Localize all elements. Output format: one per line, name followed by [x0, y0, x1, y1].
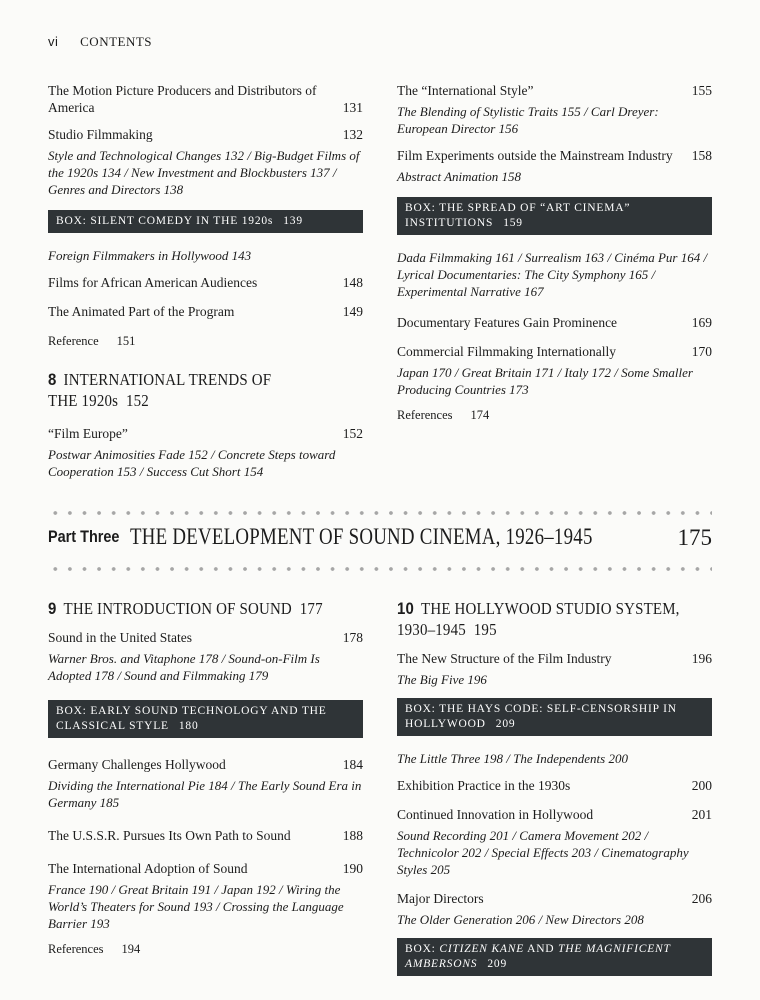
page-number: vi — [48, 34, 59, 49]
toc-entry[interactable] — [397, 777, 712, 794]
references-label: References — [48, 942, 104, 956]
entry-page: 196 — [691, 651, 712, 666]
entry-page: 178 — [342, 630, 363, 645]
entry-title: Film Experiments outside the Mainstream Industry — [397, 148, 673, 163]
entry-subsections: The Little Three 198 / The Independents 200 — [397, 751, 628, 766]
box-entry[interactable] — [397, 197, 712, 235]
entry-title: The “International Style” — [397, 83, 534, 98]
part-label: Part Three — [48, 527, 120, 546]
entry-title: Studio Filmmaking — [48, 127, 153, 142]
entry-subsections: The Blending of Stylistic Traits 155 / Carl Dreyer: European Director 156 — [397, 104, 659, 136]
entry-page: 131 — [342, 100, 363, 115]
toc-entry[interactable] — [48, 629, 363, 646]
chapter-title: INTERNATIONAL TRENDS OF THE 1920s — [48, 370, 272, 410]
running-header — [48, 34, 152, 50]
toc-entry[interactable] — [397, 147, 712, 164]
chapter-heading[interactable] — [48, 369, 277, 411]
box-title: BOX: THE HAYS CODE: SELF-CENSORSHIP IN HOLLYWOOD — [405, 703, 677, 730]
box-title: BOX: EARLY SOUND TECHNOLOGY AND THE CLASSICAL STYLE — [56, 705, 327, 732]
entry-page: 206 — [691, 891, 712, 906]
references-page: 174 — [470, 408, 490, 422]
entry-subsections: Warner Bros. and Vitaphone 178 / Sound-on-Film Is Adopted 178 / Sound and Filmmaking 179 — [48, 651, 320, 683]
toc-entry[interactable] — [48, 425, 363, 442]
entry-subsections: The Big Five 196 — [397, 672, 487, 687]
toc-entry[interactable] — [397, 806, 712, 823]
references-label: Reference — [48, 334, 99, 348]
entry-page: 152 — [342, 426, 363, 441]
toc-entry[interactable] — [48, 860, 363, 877]
entry-subsections: Style and Technological Changes 132 / Big-Budget Films of the 1920s 134 / New Investment and Blockbusters 137 / Genres and Directors 138 — [48, 148, 360, 197]
references-entry[interactable] — [48, 942, 363, 957]
box-entry[interactable] — [397, 938, 712, 976]
entry-title: Documentary Features Gain Prominence — [397, 315, 618, 330]
chapter-page: 177 — [299, 599, 323, 618]
entry-title: Continued Innovation in Hollywood — [397, 807, 594, 822]
entry-page: 201 — [691, 807, 712, 822]
chapter-page: 152 — [125, 391, 149, 410]
box-entry[interactable] — [48, 210, 363, 233]
entry-page: 155 — [691, 83, 712, 98]
entry-page: 132 — [342, 127, 363, 142]
entry-title: The U.S.S.R. Pursues Its Own Path to Sound — [48, 828, 291, 843]
box-page: 139 — [283, 215, 303, 227]
entry-title: The Animated Part of the Program — [48, 304, 235, 319]
toc-entry[interactable] — [397, 890, 712, 907]
part-page: 175 — [677, 525, 712, 550]
running-title: CONTENTS — [80, 34, 153, 49]
entry-subsections: Abstract Animation 158 — [397, 169, 521, 184]
top-right-column — [397, 82, 712, 423]
entry-title: Germany Challenges Hollywood — [48, 757, 226, 772]
references-label: References — [397, 408, 453, 422]
chapter-page: 195 — [473, 620, 497, 639]
entry-subsections: The Older Generation 206 / New Directors 208 — [397, 912, 644, 927]
references-entry[interactable] — [48, 334, 363, 349]
entry-title: The New Structure of the Film Industry — [397, 651, 612, 666]
chapter-title: THE INTRODUCTION OF SOUND — [63, 599, 292, 618]
toc-entry[interactable] — [48, 126, 363, 143]
entry-page: 148 — [342, 275, 363, 290]
chapter-title: THE HOLLYWOOD STUDIO SYSTEM, 1930–1945 — [397, 599, 680, 639]
box-title: BOX: SILENT COMEDY IN THE 1920s — [56, 215, 274, 227]
entry-page: 169 — [691, 315, 712, 330]
entry-page: 200 — [691, 778, 712, 793]
toc-entry[interactable] — [397, 82, 712, 99]
box-page: 159 — [503, 217, 523, 229]
dotted-rule — [48, 510, 712, 516]
top-left-column — [48, 82, 363, 480]
toc-entry[interactable] — [48, 303, 363, 320]
entry-title: The International Adoption of Sound — [48, 861, 248, 876]
box-film-title: THE MAGNIFICENT AMBERSONS — [405, 943, 671, 970]
chapter-heading[interactable] — [48, 598, 325, 619]
references-page: 151 — [116, 334, 136, 348]
chapter-number: 9 — [48, 599, 57, 618]
box-entry[interactable] — [48, 700, 363, 738]
entry-page: 149 — [342, 304, 363, 319]
toc-entry[interactable] — [48, 82, 363, 116]
entry-title: Films for African American Audiences — [48, 275, 258, 290]
box-page: 209 — [495, 718, 516, 730]
bottom-right-column — [397, 598, 712, 990]
entry-title: Exhibition Practice in the 1930s — [397, 778, 571, 793]
box-entry[interactable] — [397, 698, 712, 736]
entry-page: 190 — [342, 861, 363, 876]
box-prefix: BOX: — [405, 943, 440, 955]
entry-page: 188 — [342, 828, 363, 843]
toc-entry[interactable] — [48, 756, 363, 773]
dotted-rule — [48, 566, 712, 572]
box-page: 180 — [178, 720, 199, 732]
box-page: 209 — [487, 958, 508, 970]
box-title: BOX: THE SPREAD OF “ART CINEMA” INSTITUTIONS — [405, 202, 631, 229]
toc-entry[interactable] — [397, 650, 712, 667]
entry-page: 184 — [342, 757, 363, 772]
entry-subsections: Postwar Animosities Fade 152 / Concrete Steps toward Cooperation 153 / Success Cut Short 154 — [48, 447, 336, 479]
chapter-heading[interactable] — [397, 598, 687, 640]
entry-page: 158 — [691, 148, 712, 163]
toc-entry[interactable] — [397, 343, 712, 360]
references-entry[interactable] — [397, 408, 712, 423]
toc-entry[interactable] — [48, 827, 363, 844]
entry-subsections: France 190 / Great Britain 191 / Japan 192 / Wiring the World’s Theaters for Sound 193 / Crossing the Language Barrier 193 — [48, 882, 344, 931]
part-title: THE DEVELOPMENT OF SOUND CINEMA, 1926–1945 — [130, 524, 593, 549]
box-conjunction: AND — [524, 943, 559, 955]
references-page: 194 — [121, 942, 141, 956]
toc-entry[interactable] — [397, 314, 712, 331]
toc-entry[interactable] — [48, 274, 363, 291]
entry-subsections: Dividing the International Pie 184 / The Early Sound Era in Germany 185 — [48, 778, 362, 810]
entry-title: Commercial Filmmaking Internationally — [397, 344, 616, 359]
entry-title: Major Directors — [397, 891, 484, 906]
bottom-left-column — [48, 598, 363, 957]
entry-page: 170 — [691, 344, 712, 359]
entry-subsections: Sound Recording 201 / Camera Movement 202 / Technicolor 202 / Special Effects 203 / Cinematography Styles 205 — [397, 828, 689, 877]
entry-subsections: Japan 170 / Great Britain 171 / Italy 172 / Some Smaller Producing Countries 173 — [397, 365, 693, 397]
entry-title: Sound in the United States — [48, 630, 192, 645]
entry-title: “Film Europe” — [48, 426, 128, 441]
chapter-number: 10 — [397, 599, 414, 618]
entry-title: The Motion Picture Producers and Distributors of America — [48, 83, 317, 115]
entry-subsections: Dada Filmmaking 161 / Surrealism 163 / Cinéma Pur 164 / Lyrical Documentaries: The City Symphony 165 / Experimental Narrative 167 — [397, 250, 708, 299]
entry-subsections: Foreign Filmmakers in Hollywood 143 — [48, 248, 252, 263]
part-heading[interactable] — [48, 524, 712, 554]
box-film-title: CITIZEN KANE — [439, 943, 525, 955]
chapter-number: 8 — [48, 370, 57, 389]
